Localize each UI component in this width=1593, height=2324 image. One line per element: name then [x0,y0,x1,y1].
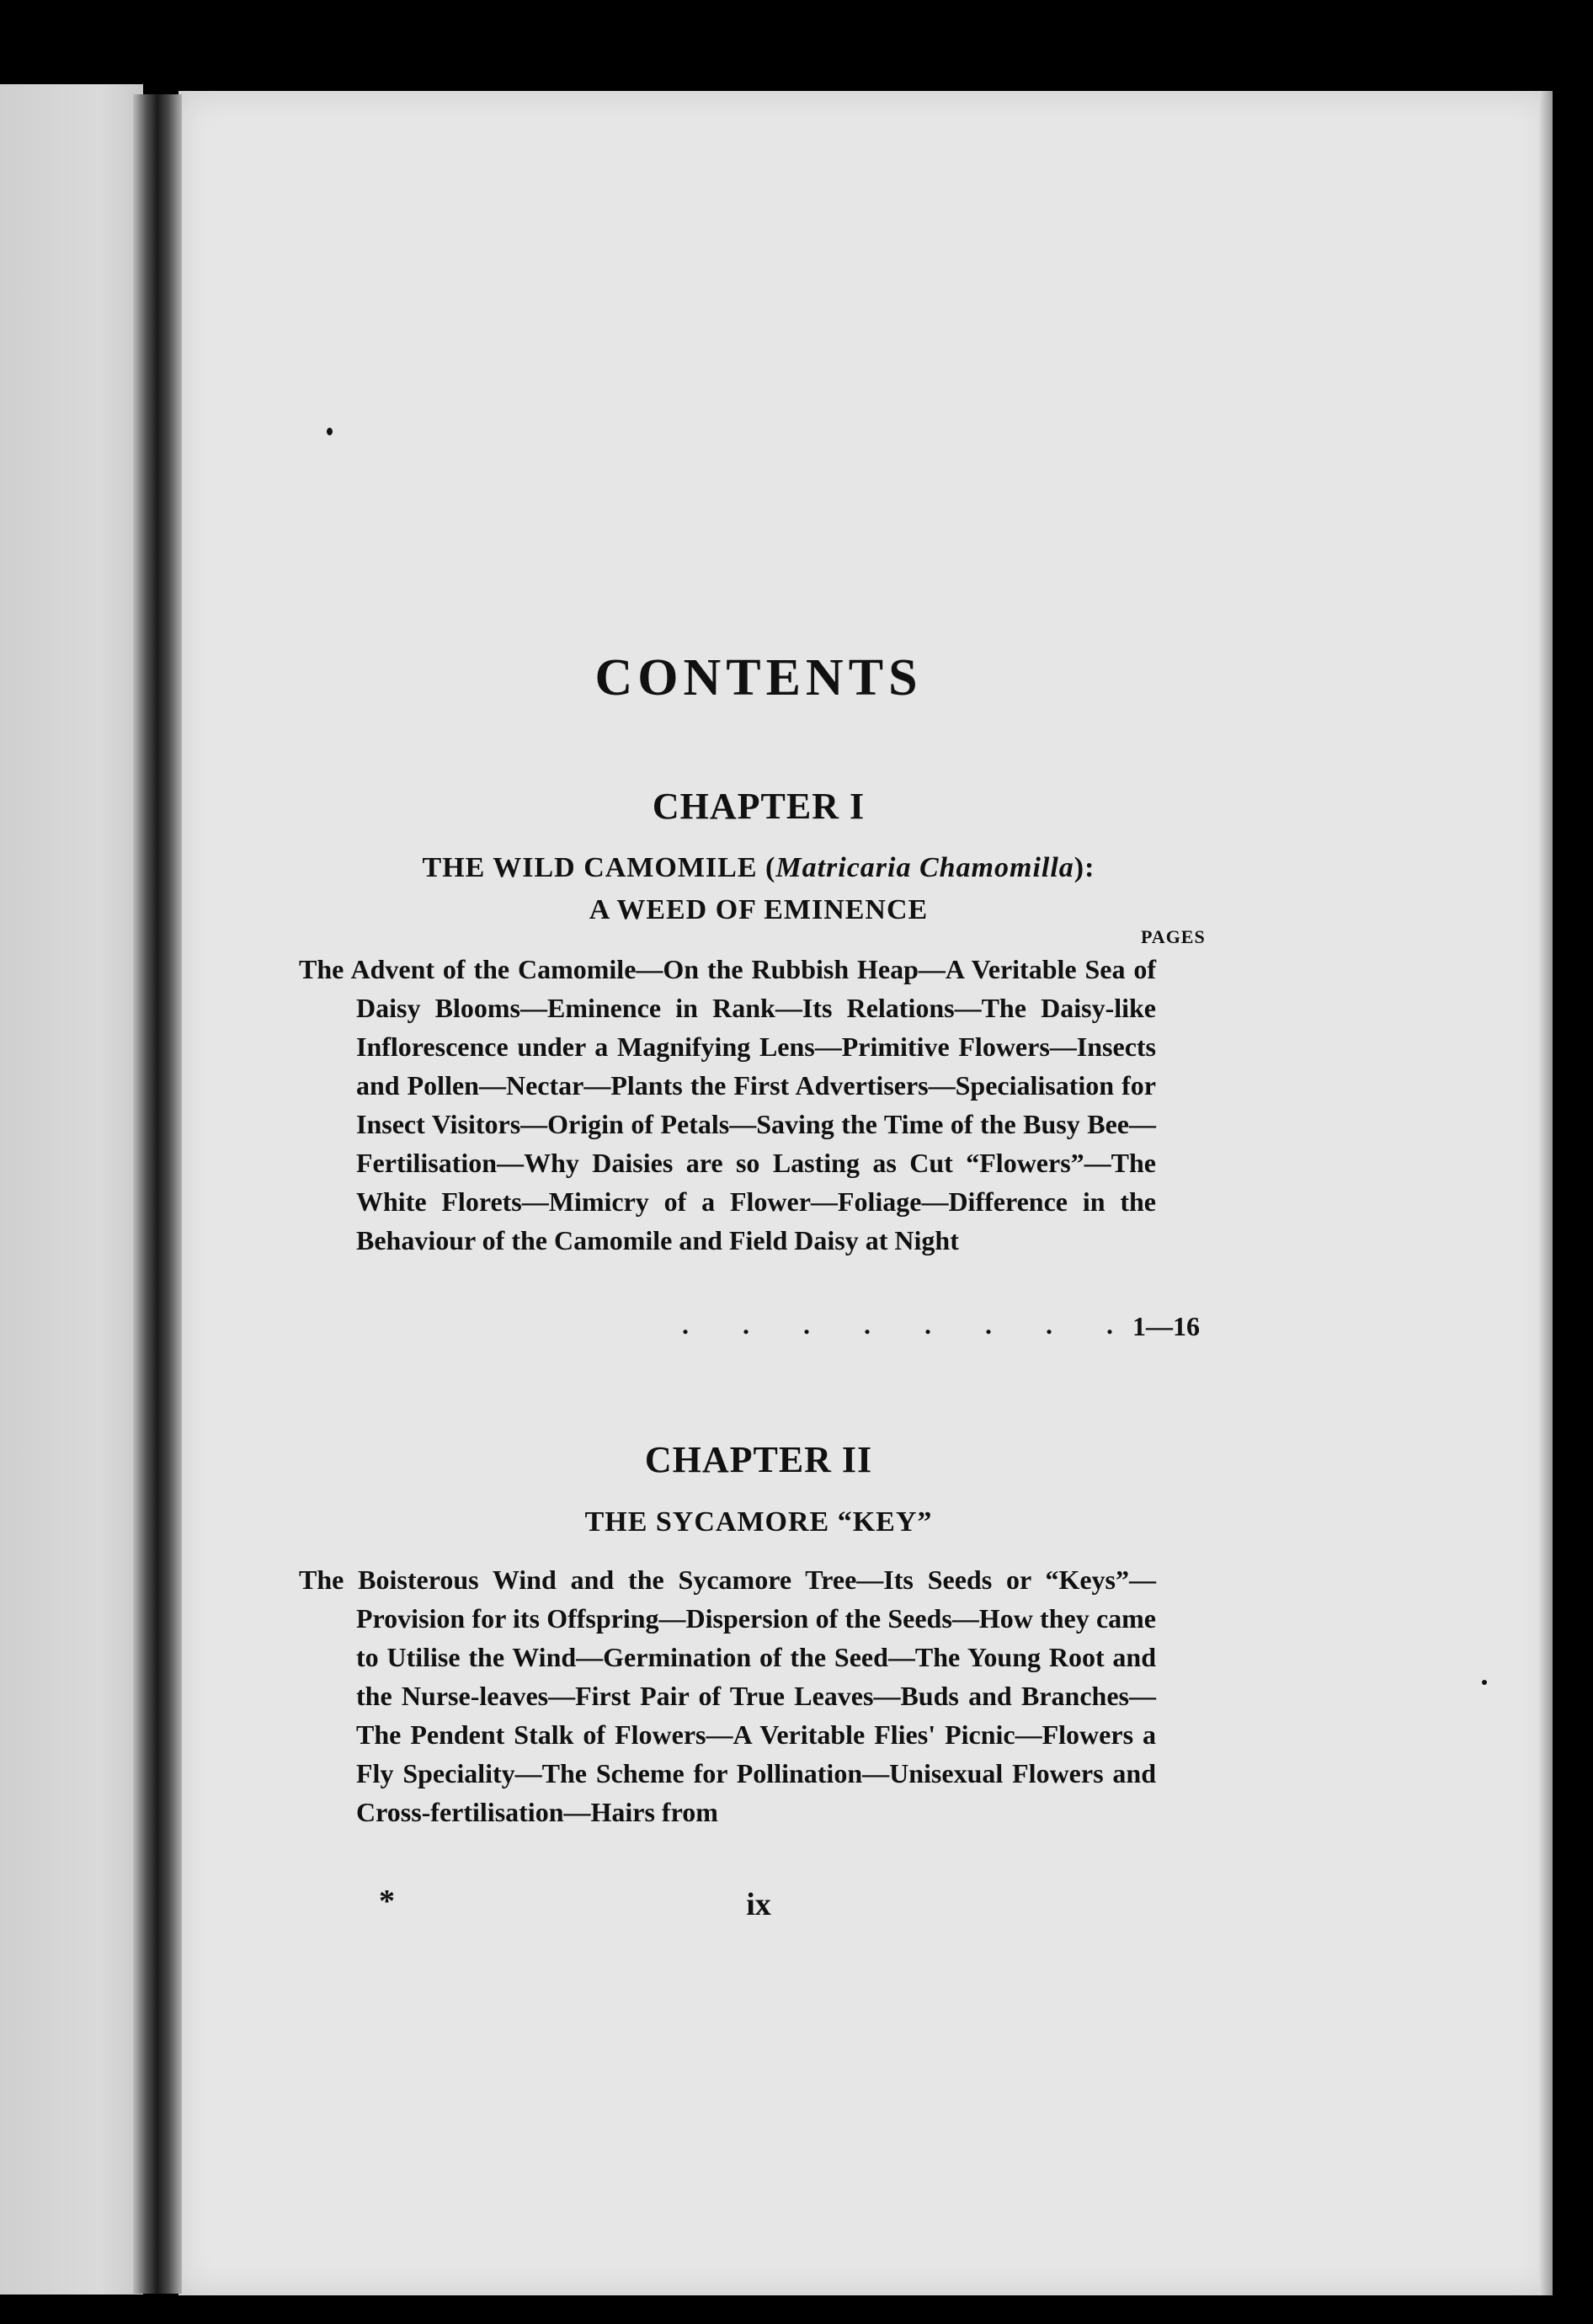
chapter-2-heading: CHAPTER II [644,1439,873,1480]
dot-leader: . . . . . . . . [682,1309,1137,1340]
chapter-2-summary: The Boisterous Wind and the Sycamore Tree—Its Seeds or “Keys”—Provision for its Offspring—Dispersion of the Seeds—How they came to Utilise the Wind—Germination of the Seed—The Young Root and the Nurse-leaves—First Pair of True Leaves—Buds and Branches—The Pendent Stalk of Flowers—A Veritable Flies' Picnic—Flowers a Fly Speciality—The Scheme for Pollination—Unisexual Flowers and Cross-fertilisation—Hairs from [299,1564,1156,1827]
chapter-1-latin-name: Matricaria Chamomilla [775,852,1074,883]
chapter-2-title: THE SYCAMORE “KEY” [584,1506,933,1538]
chapter-1-heading: CHAPTER I [652,786,866,827]
pages-column-label: PAGES [1141,926,1206,947]
chapter-1-page-range: 1—16 [1132,1311,1200,1341]
page-title: CONTENTS [594,649,923,706]
previous-page-edge [0,84,143,2295]
chapter-1-summary: The Advent of the Camomile—On the Rubbish Heap—A Veritable Sea of Daisy Blooms—Eminence in Rank—Its Relations—The Daisy-like Inflorescence under a Magnifying Lens—Primitive Flowers—Insects and Pollen—Nectar—Plants the First Advertisers—Specialisation for Insect Visitors—Origin of Petals—Saving the Time of the Busy Bee—Fertilisation—Why Daisies are so Lasting as Cut “Flowers”—The White Florets—Mimicry of a Flower—Foliage—Difference in the Behaviour of the Camomile and Field Daisy at Night [299,954,1156,1255]
book-spine-shadow [133,94,182,2294]
chapter-1-title-text: THE WILD CAMOMILE ( [422,852,776,883]
chapter-1-title-end: ): [1074,852,1095,883]
page-right-edge [1539,91,1553,2295]
speck-mark [1482,1680,1487,1685]
page-number: ix [746,1887,771,1922]
chapter-1-title-line-2: A WEED OF EMINENCE [589,894,929,925]
contents-text-block [299,0,1259,2324]
signature-mark: * [379,1884,395,1919]
chapter-1-title-line-1 [299,845,1218,892]
